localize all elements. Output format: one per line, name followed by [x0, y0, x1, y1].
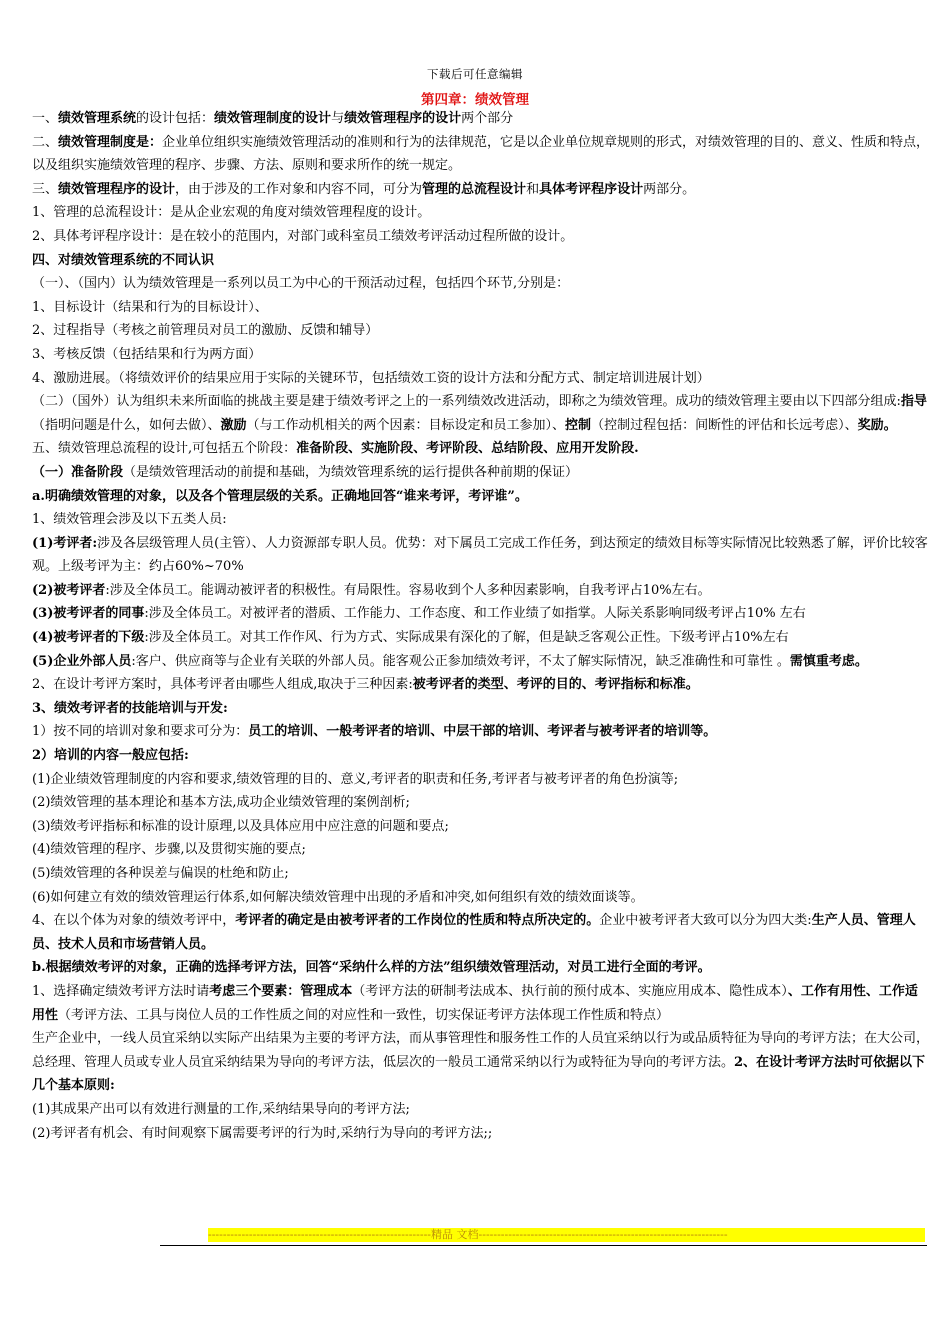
paragraph-34: 1、选择确定绩效考评方法时请考虑三个要素：管理成本（考评方法的研制考法成本、执行前的预付成本、实施应用成本、隐性成本）、工作有用性、工作适用性（考评方法、工具与岗位人员的工作性质之间的对应性和一致性，切实保证考评方法体现工作性质和特点） [32, 983, 918, 1023]
paragraph-24: 1）按不同的培训对象和要求可分为：员工的培训、一般考评者的培训、中层干部的培训、考评者与被考评者的培训等。 [32, 724, 717, 740]
paragraph-19: (3)被考评者的同事:涉及全体员工。对被评者的潜质、工作能力、工作态度、和工作业绩了如指掌。人际关系影响同级考评占10% 左右 [32, 606, 806, 622]
paragraph-18: (2)被考评者:涉及全体员工。能调动被评者的积极性。有局限性。容易收到个人多种因素影响，自我考评占10%左右。 [32, 582, 711, 598]
page-header: 下载后可任意编辑 [427, 67, 523, 81]
paragraph-3: 三、绩效管理程序的设计，由于涉及的工作对象和内容不同，可分为管理的总流程设计和具体考评程序设计两部分。 [32, 181, 696, 197]
paragraph-27: (2)绩效管理的基本理论和基本方法,成功企业绩效管理的案例剖析; [32, 795, 410, 811]
paragraph-1: 一、绩效管理系统的设计包括：绩效管理制度的设计与绩效管理程序的设计两个部分 [32, 111, 514, 126]
paragraph-5: 2、具体考评程序设计：是在较小的范围内，对部门或科室员工绩效考评活动过程所做的设计。 [32, 228, 574, 244]
paragraph-15: a.明确绩效管理的对象，以及各个管理层级的关系。正确地回答“谁来考评，考评谁”。 [32, 488, 528, 504]
chapter-title: 第四章：绩效管理 [421, 92, 529, 108]
paragraph-13: 五、绩效管理总流程的设计,可包括五个阶段：准备阶段、实施阶段、考评阶段、总结阶段、应用开发阶段. [32, 441, 639, 457]
paragraph-25: 2）培训的内容一般应包括: [32, 748, 189, 764]
document-body [32, 107, 930, 1145]
paragraph-11: 4、激励进展。（将绩效评价的结果应用于实际的关键环节，包括绩效工资的设计方法和分配方式、制定培训进展计划） [32, 370, 710, 386]
paragraph-12: （二）（国外）认为组织未来所面临的挑战主要是建于绩效考评之上的一系列绩效改进活动，即称之为绩效管理。成功的绩效管理主要由以下四部分组成:指导（指明问题是什么，如何去做）、激励（与工作动机相关的两个因素：目标设定和员工参加）、控制（控制过程包括：间断性的评估和长远考虑）、奖励。 [32, 394, 927, 433]
paragraph-14: （一）准备阶段（是绩效管理活动的前提和基础，为绩效管理系统的运行提供各种前期的保证） [32, 464, 579, 480]
paragraph-16: 1、绩效管理会涉及以下五类人员: [32, 512, 227, 528]
paragraph-29: (4)绩效管理的程序、步骤,以及贯彻实施的要点; [32, 842, 306, 858]
paragraph-26: (1)企业绩效管理制度的内容和要求,绩效管理的目的、意义,考评者的职责和任务,考评者与被考评者的角色扮演等; [32, 771, 679, 787]
paragraph-21: (5)企业外部人员:客户、供应商等与企业有关联的外部人员。能客观公正参加绩效考评，不太了解实际情况，缺乏准确性和可靠性 。需慎重考虑。 [32, 653, 868, 669]
paragraph-37: (2)考评者有机会、有时间观察下属需要考评的行为时,采纳行为导向的考评方法;; [32, 1125, 493, 1141]
paragraph-7: （一）、（国内）认为绩效管理是一系列以员工为中心的干预活动过程，包括四个环节,分别是： [32, 276, 570, 292]
paragraph-30: (5)绩效管理的各种误差与偏误的杜绝和防止; [32, 866, 289, 881]
paragraph-9: 2、过程指导（考核之前管理员对员工的激励、反馈和辅导） [32, 323, 379, 339]
paragraph-36: (1)其成果产出可以有效进行测量的工作,采纳结果导向的考评方法; [32, 1101, 410, 1117]
paragraph-23: 3、绩效考评者的技能培训与开发: [32, 700, 228, 716]
footer-watermark: ------------------------------------------------------------精品 文档------------------------------------------------------------------- [208, 1228, 925, 1242]
paragraph-33: b.根据绩效考评的对象，正确的选择考评方法，回答“采纳什么样的方法”组织绩效管理活动，对员工进行全面的考评。 [32, 960, 711, 976]
paragraph-2: 二、绩效管理制度是：企业单位组织实施绩效管理活动的准则和行为的法律规范，它是以企业单位规章规则的形式，对绩效管理的目的、意义、性质和特点，以及组织实施绩效管理的程序、步骤、方法、原则和要求所作的统一规定。 [32, 134, 930, 174]
paragraph-8: 1、目标设计（结果和行为的目标设计）、 [32, 299, 268, 315]
section-heading-4: 四、对绩效管理系统的不同认识 [32, 252, 215, 268]
paragraph-17: (1)考评者:涉及各层级管理人员(主管）、人力资源部专职人员。优势：对下属员工完成工作任务，到达预定的绩效目标等实际情况比较熟悉了解，评价比较客观。上级考评为主：约占60%~70% [32, 535, 928, 575]
paragraph-4: 1、管理的总流程设计：是从企业宏观的角度对绩效管理程度的设计。 [32, 205, 431, 221]
paragraph-32: 4、在以个体为对象的绩效考评中，考评者的确定是由被考评者的工作岗位的性质和特点所决定的。企业中被考评者大致可以分为四大类:生产人员、管理人员、技术人员和市场营销人员。 [32, 913, 916, 952]
paragraph-10: 3、考核反馈（包括结果和行为两方面） [32, 346, 262, 362]
paragraph-20: (4)被考评者的下级:涉及全体员工。对其工作作风、行为方式、实际成果有深化的了解，但是缺乏客观公正性。下级考评占10%左右 [32, 630, 789, 646]
paragraph-31: (6)如何建立有效的绩效管理运行体系,如何解决绩效管理中出现的矛盾和冲突,如何组织有效的绩效面谈等。 [32, 889, 644, 905]
paragraph-35: 生产企业中，一线人员宜采纳以实际产出结果为主要的考评方法，而从事管理性和服务性工作的人员宜采纳以行为或品质特征为导向的考评方法；在大公司，总经理、管理人员或专业人员宜采纳结果为导向的考评方法，低层次的一般员工通常采纳以行为或特征为导向的考评方法。2、在设计考评方法时可依据以下几个基本原则: [32, 1031, 930, 1094]
paragraph-22: 2、在设计考评方案时，具体考评者由哪些人组成,取决于三种因素:被考评者的类型、考评的目的、考评指标和标准。 [32, 677, 699, 693]
paragraph-28: (3)绩效考评指标和标准的设计原理,以及具体应用中应注意的问题和要点; [32, 818, 449, 834]
footer-rule [160, 1228, 927, 1246]
